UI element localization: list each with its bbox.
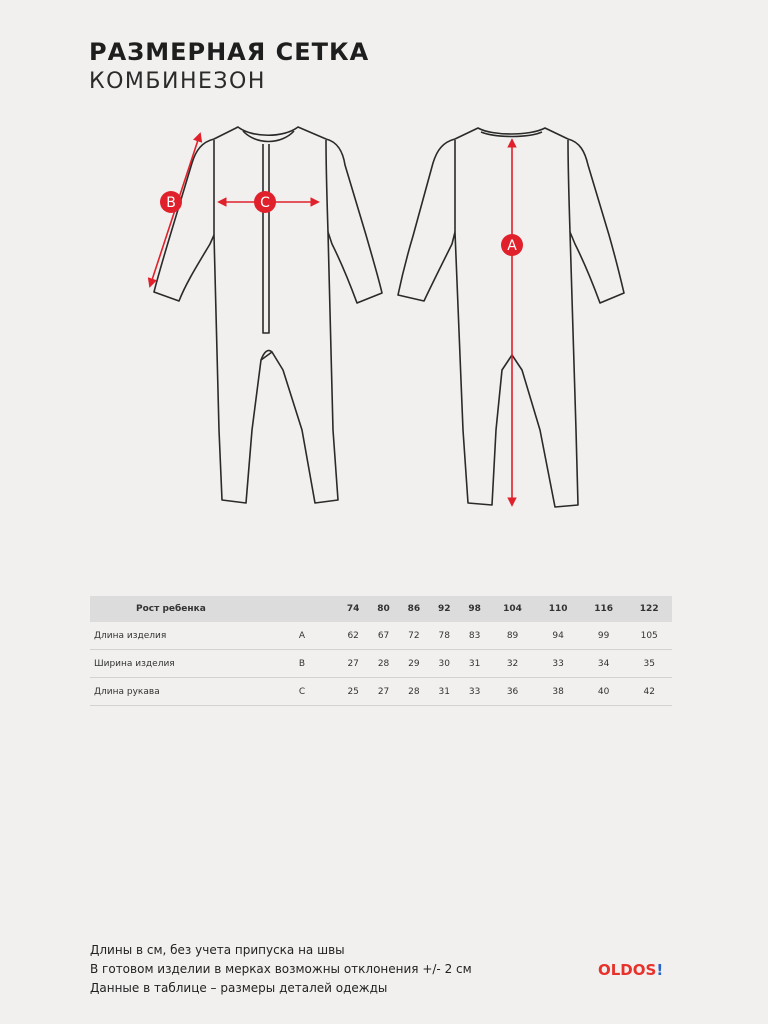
table-cell: 34 [581,650,627,678]
table-row [90,678,672,706]
note-line: Длины в см, без учета припуска на швы [90,943,345,957]
table-cell: 31 [459,650,489,678]
height-header: Рост ребенка [90,596,266,622]
table-cell: 27 [338,650,368,678]
badge-c [254,191,276,213]
table-cell: 105 [626,622,672,650]
table-cell: 28 [368,650,398,678]
table-cell: 27 [368,678,398,706]
table-cell: 42 [626,678,672,706]
row-code: A [266,622,338,650]
size-122: 122 [626,596,672,622]
note-line: В готовом изделии в мерках возможны отклонения +/- 2 см [90,962,472,976]
row-name: Длина изделия [90,622,266,650]
front-view [154,127,382,503]
table-cell: 78 [429,622,459,650]
note-line: Данные в таблице – размеры деталей одежды [90,981,388,995]
table-cell: 33 [535,650,581,678]
badge-b-label: B [166,195,176,211]
row-name: Ширина изделия [90,650,266,678]
notes-block [90,941,472,998]
badge-c-label: C [260,195,270,211]
table-cell: 25 [338,678,368,706]
table-cell: 36 [490,678,536,706]
size-80: 80 [368,596,398,622]
table-cell: 83 [459,622,489,650]
row-code: B [266,650,338,678]
page-title: РАЗМЕРНАЯ СЕТКА [89,38,370,66]
table-row [90,622,672,650]
size-92: 92 [429,596,459,622]
front-sleeve-seam-right [326,140,328,232]
size-table [90,596,672,706]
table-cell: 40 [581,678,627,706]
row-code: C [266,678,338,706]
table-cell: 67 [368,622,398,650]
logo-text: OLDOS [598,961,657,979]
table-cell: 38 [535,678,581,706]
back-outline [398,128,624,507]
badge-a-label: A [507,238,517,254]
logo-mark: ! [656,961,664,979]
table-cell: 89 [490,622,536,650]
table-cell: 33 [459,678,489,706]
badge-a [501,234,523,256]
table-cell: 30 [429,650,459,678]
table-cell: 62 [338,622,368,650]
front-zipper [263,144,269,333]
code-header [266,596,338,622]
back-view [398,128,624,507]
front-outline [154,127,382,503]
table-cell: 99 [581,622,627,650]
size-116: 116 [581,596,627,622]
table-cell: 31 [429,678,459,706]
size-table-header [90,596,672,622]
row-name: Длина рукава [90,678,266,706]
size-104: 104 [490,596,536,622]
brand-logo [598,961,663,979]
back-sleeve-seam-right [568,140,570,232]
table-cell: 72 [399,622,429,650]
table-cell: 35 [626,650,672,678]
size-86: 86 [399,596,429,622]
page-subtitle: КОМБИНЕЗОН [89,69,266,94]
badge-b [160,191,182,213]
table-cell: 29 [399,650,429,678]
size-110: 110 [535,596,581,622]
table-cell: 94 [535,622,581,650]
table-cell: 28 [399,678,429,706]
size-98: 98 [459,596,489,622]
size-74: 74 [338,596,368,622]
table-row [90,650,672,678]
table-cell: 32 [490,650,536,678]
